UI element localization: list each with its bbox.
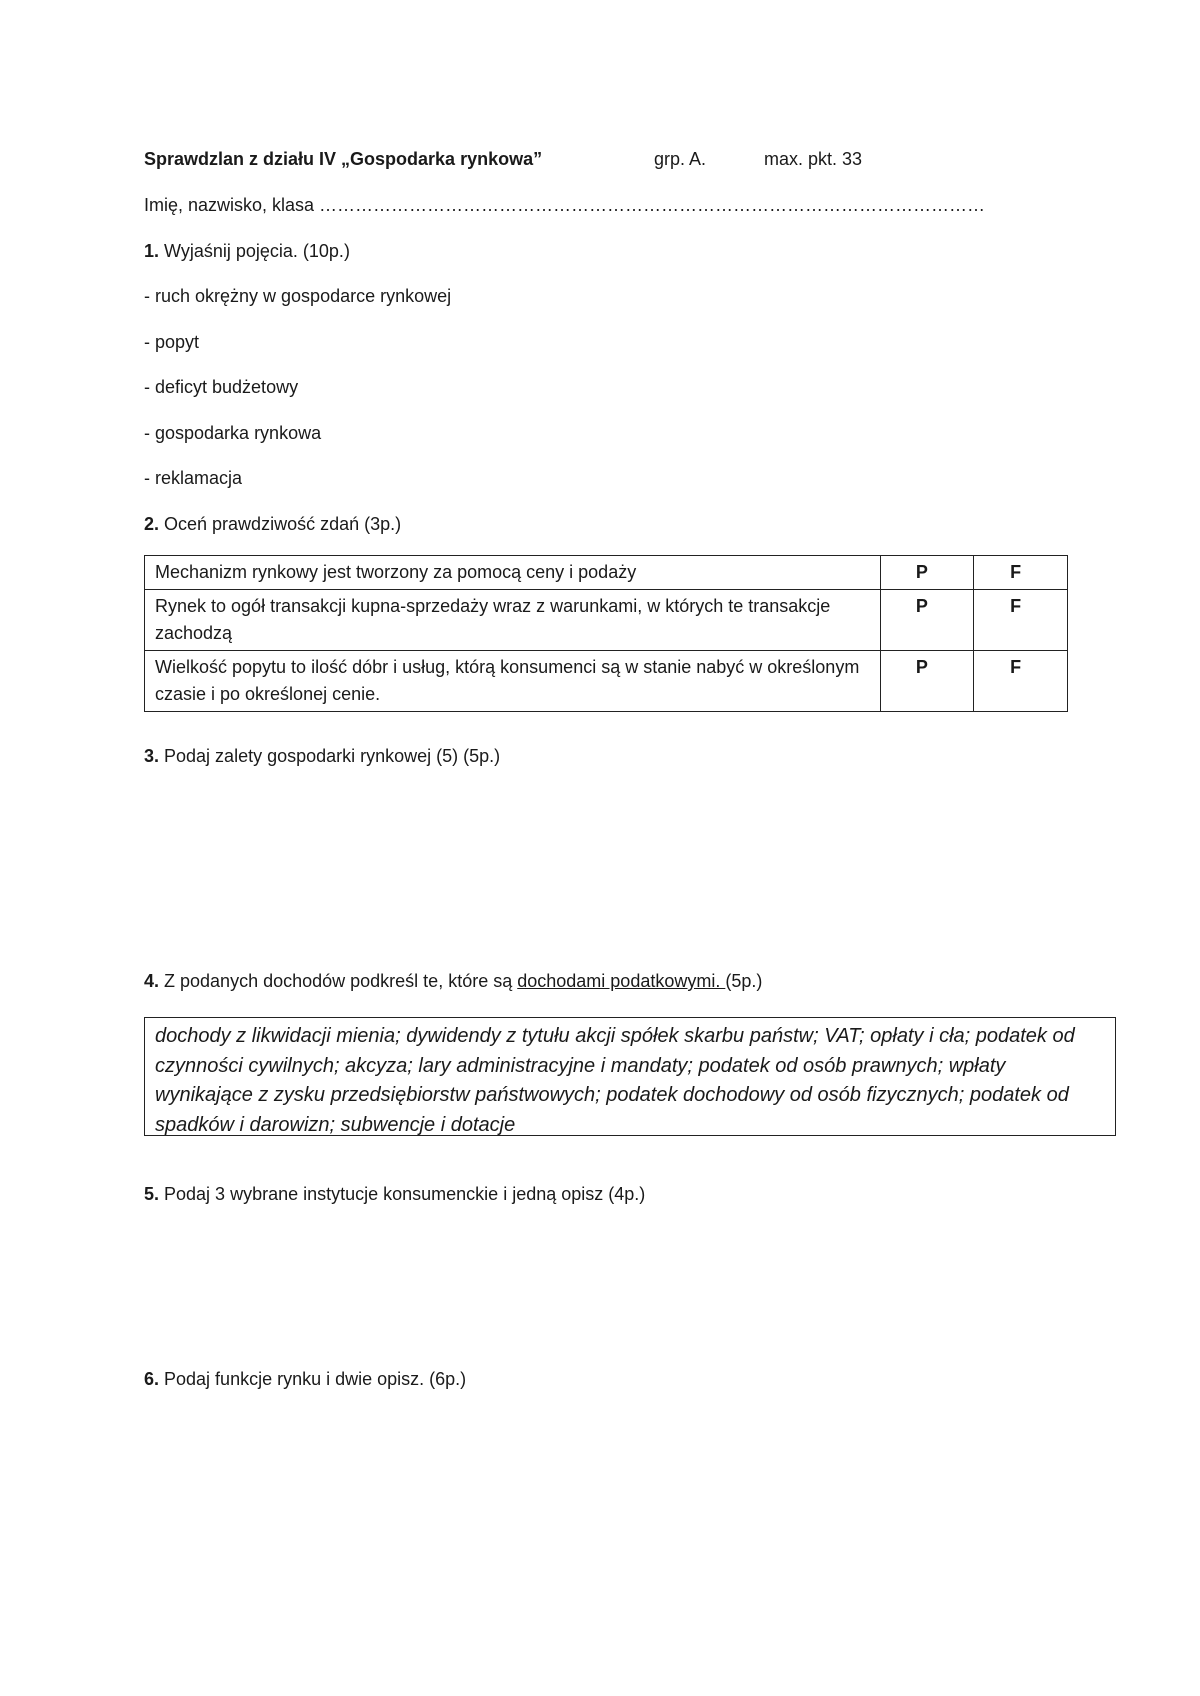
true-option-cell[interactable]: P — [880, 590, 974, 651]
question-text: Podaj funkcje rynku i dwie opisz. (6p.) — [159, 1369, 467, 1389]
group-label: grp. A. — [654, 149, 707, 169]
question-text: Podaj 3 wybrane instytucje konsumenckie i jedną opisz (4p.) — [159, 1184, 646, 1204]
question-text: Podaj zalety gospodarki rynkowej (5) (5p.) — [159, 746, 501, 766]
term-item: - ruch okrężny w gospodarce rynkowej — [144, 286, 452, 306]
term-item: - popyt — [144, 332, 200, 352]
statement-cell: Rynek to ogół transakcji kupna-sprzedaży wraz z warunkami, w których te transakcje zachodzą — [145, 590, 881, 651]
true-option-cell[interactable]: P — [880, 556, 974, 590]
question-2-heading — [144, 513, 401, 535]
statement-cell: Wielkość popytu to ilość dóbr i usług, którą konsumenci są w stanie nabyć w określonym czasie i po określonej cenie. — [145, 651, 881, 712]
table-row — [145, 556, 1068, 590]
statement-cell: Mechanizm rynkowy jest tworzony za pomocą ceny i podaży — [145, 556, 881, 590]
question-text: Z podanych dochodów podkreśl te, które są — [159, 971, 518, 991]
question-number: 3. — [144, 746, 160, 766]
max-points-label: max. pkt. 33 — [764, 149, 863, 169]
test-header — [144, 148, 863, 170]
false-option-cell[interactable]: F — [974, 651, 1068, 712]
false-option-cell[interactable]: F — [974, 590, 1068, 651]
false-option-cell[interactable]: F — [974, 556, 1068, 590]
question-4-heading — [144, 970, 762, 992]
question-points: (5p.) — [725, 971, 763, 991]
question-3-heading — [144, 745, 500, 767]
table-row — [145, 651, 1068, 712]
question-number: 2. — [144, 514, 160, 534]
question-1-heading — [144, 240, 350, 262]
question-5-heading — [144, 1183, 645, 1205]
term-item: - reklamacja — [144, 468, 243, 488]
question-number: 6. — [144, 1369, 160, 1389]
question-6-heading — [144, 1368, 466, 1390]
underlined-text: dochodami podatkowymi. — [517, 971, 726, 991]
question-text: Oceń prawdziwość zdań (3p.) — [159, 514, 402, 534]
question-number: 1. — [144, 241, 160, 261]
table-row — [145, 590, 1068, 651]
student-name-line: Imię, nazwisko, klasa ………………………………………………………………………………………………… — [144, 195, 986, 215]
term-item: - gospodarka rynkowa — [144, 423, 322, 443]
true-false-table — [144, 555, 1068, 712]
income-list-box: dochody z likwidacji mienia; dywidendy z tytułu akcji spółek skarbu państw; VAT; opłaty i cła; podatek od czynności cywilnych; akcyza; lary administracyjne i mandaty; podatek od osób prawnych; wpłaty wynikające z zysku przedsiębiorstw państwowych; podatek dochodowy od osób fizycznych; podatek od spadków i darowizn; subwencje i dotacje — [144, 1017, 1116, 1136]
question-number: 4. — [144, 971, 160, 991]
term-item: - deficyt budżetowy — [144, 377, 299, 397]
test-title: Sprawdzlan z działu IV „Gospodarka rynkowa” — [144, 149, 543, 169]
question-text: Wyjaśnij pojęcia. (10p.) — [159, 241, 350, 261]
true-option-cell[interactable]: P — [880, 651, 974, 712]
question-number: 5. — [144, 1184, 160, 1204]
